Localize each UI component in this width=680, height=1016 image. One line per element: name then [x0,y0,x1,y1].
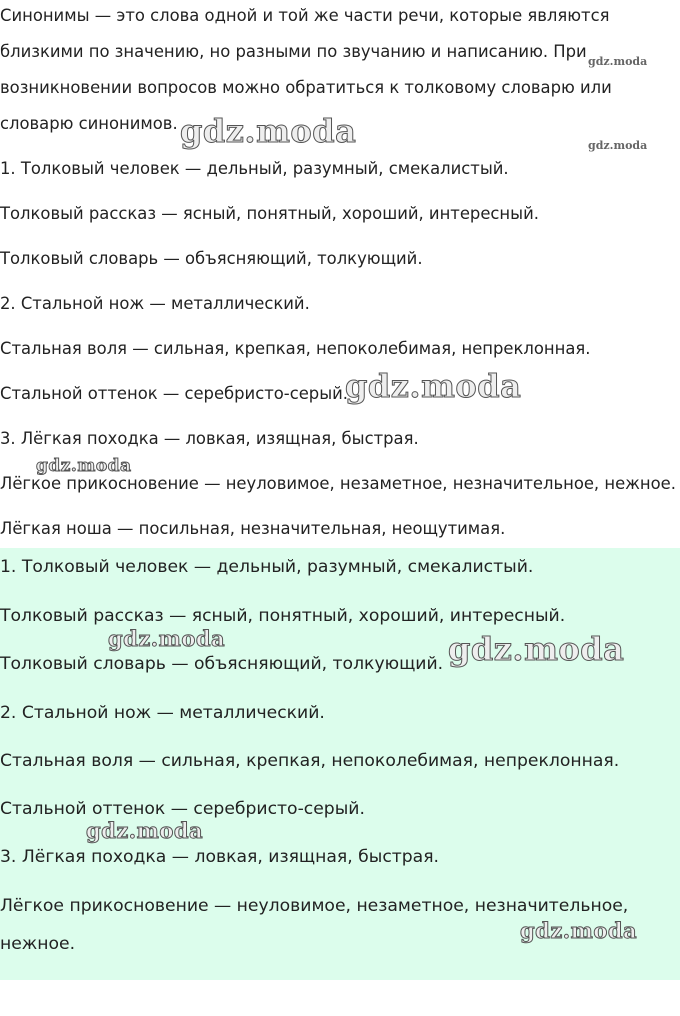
watermark-logo: gdz.moda [180,112,357,150]
synonym-item: Стальная воля — сильная, крепкая, непоколебимая, непреклонная. [0,339,591,358]
synonym-item: Стальной оттенок — серебристо-серый. [0,384,348,403]
intro-line-4: словарю синонимов. [0,114,178,133]
watermark-logo: gdz.moda [448,630,625,668]
synonym-item: 3. Лёгкая походка — ловкая, изящная, быстрая. [0,429,419,448]
watermark-logo: gdz.moda [108,626,226,651]
synonym-item: Лёгкая ноша — посильная, незначительная, неощутимая. [0,519,506,538]
answer-item: Стальной оттенок — серебристо-серый. [0,799,365,819]
synonym-item: Толковый словарь — объясняющий, толкующий. [0,249,423,268]
intro-line-3: возникновении вопросов можно обратиться к толковому словарю или [0,78,612,97]
watermark-logo: gdz.moda [588,55,648,68]
watermark-logo: gdz.moda [36,456,132,476]
intro-line-1: Синонимы — это слова одной и той же части речи, которые являются [0,6,610,25]
answer-item: Толковый рассказ — ясный, понятный, хороший, интересный. [0,606,566,626]
synonym-item: Лёгкое прикосновение — неуловимое, незаметное, незначительное, нежное. [0,474,676,493]
answer-item: Стальная воля — сильная, крепкая, непоколебимая, непреклонная. [0,751,620,771]
synonym-item: 1. Толковый человек — дельный, разумный, смекалистый. [0,159,509,178]
answer-item: 1. Толковый человек — дельный, разумный, смекалистый. [0,557,534,577]
watermark-logo: gdz.moda [520,918,638,943]
synonym-item: 2. Стальной нож — металлический. [0,294,310,313]
answer-item: 2. Стальной нож — металлический. [0,703,325,723]
answer-item: нежное. [0,934,76,954]
intro-line-2: близкими по значению, но разными по звучанию и написанию. При [0,42,587,61]
watermark-logo: gdz.moda [86,818,204,843]
synonym-item: Толковый рассказ — ясный, понятный, хороший, интересный. [0,204,539,223]
answer-block [0,548,680,980]
answer-item: Толковый словарь — объясняющий, толкующий. [0,654,444,674]
answer-item: Лёгкое прикосновение — неуловимое, незаметное, незначительное, [0,896,629,916]
watermark-logo: gdz.moda [588,139,648,152]
answer-item: 3. Лёгкая походка — ловкая, изящная, быстрая. [0,847,440,867]
watermark-logo: gdz.moda [345,367,522,405]
